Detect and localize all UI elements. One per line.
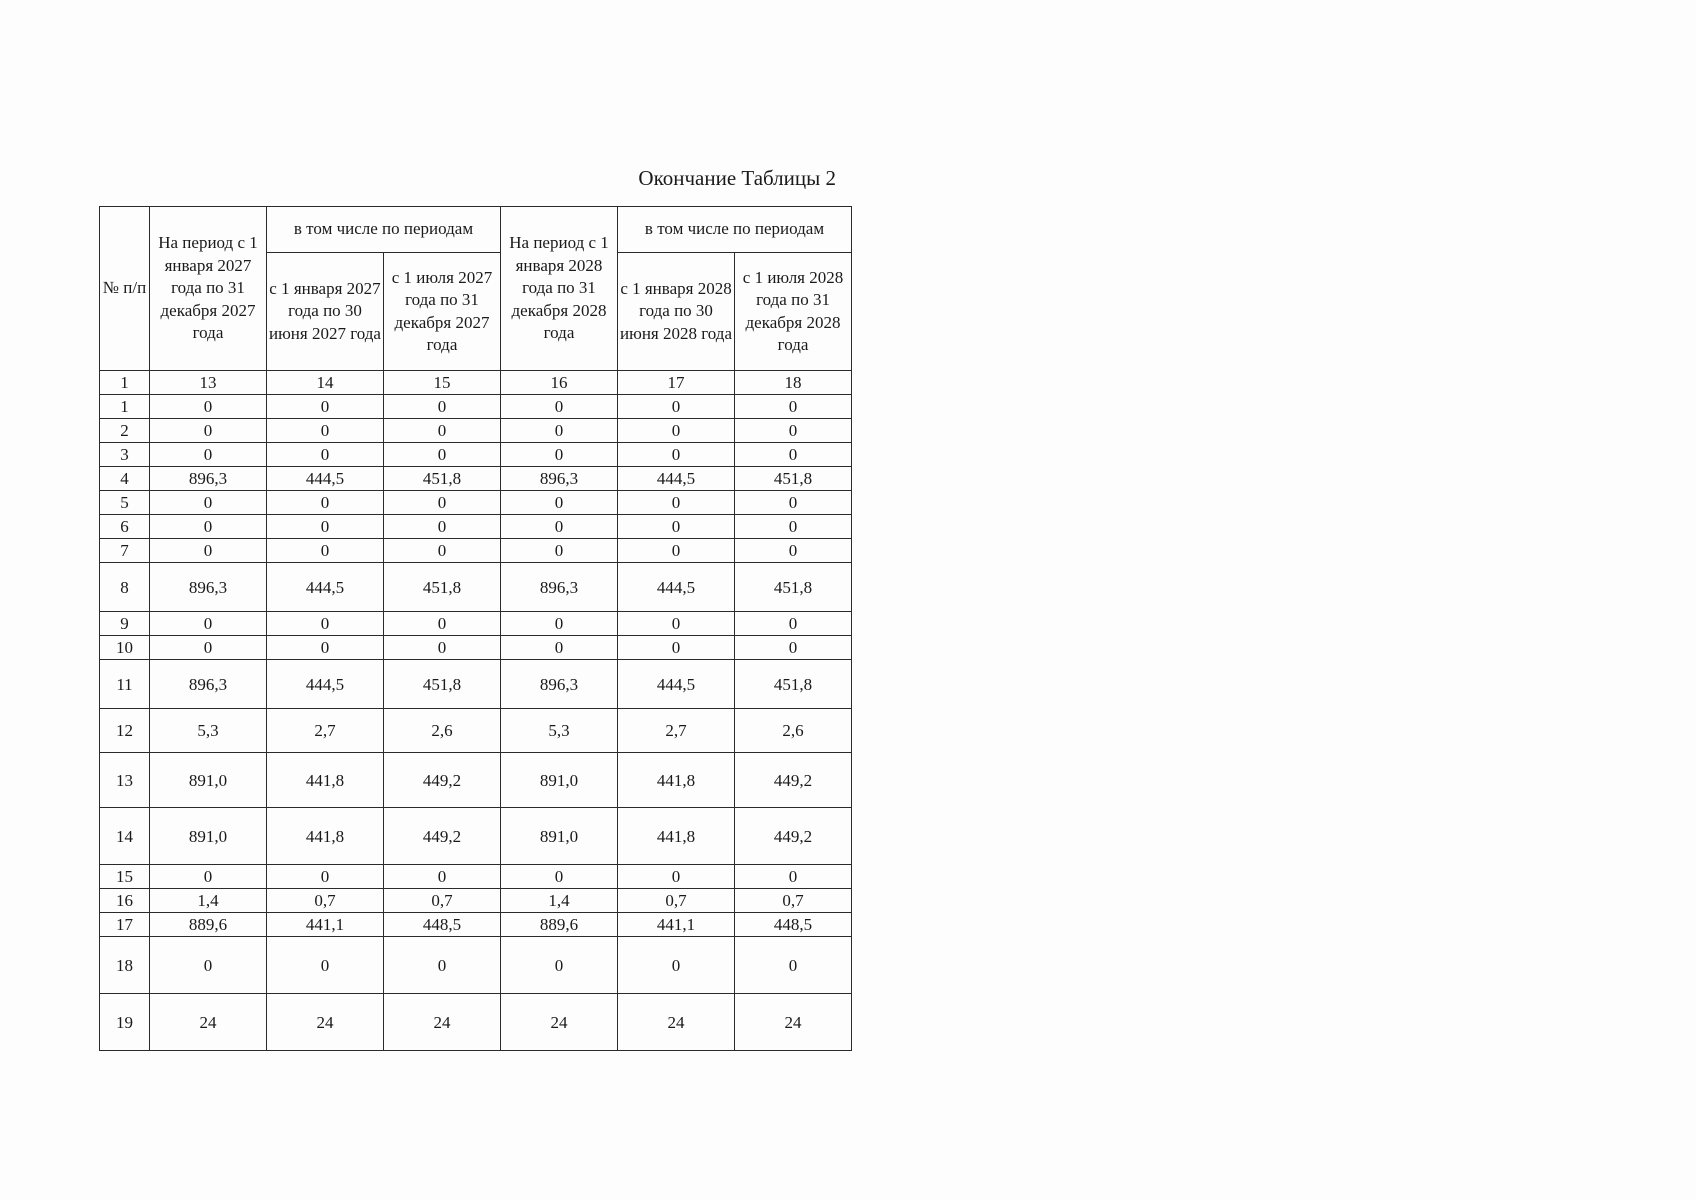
table-cell: 896,3 [150, 467, 267, 491]
table-cell: 2,7 [618, 709, 735, 753]
table-cell: 449,2 [735, 753, 852, 808]
table-cell: 0 [267, 636, 384, 660]
row-number: 14 [100, 808, 150, 865]
table-cell: 0 [150, 865, 267, 889]
table-cell: 0 [618, 443, 735, 467]
table-row [100, 913, 852, 937]
row-number: 3 [100, 443, 150, 467]
table-cell: 896,3 [150, 563, 267, 612]
row-number: 1 [100, 395, 150, 419]
table-cell: 0 [150, 491, 267, 515]
table-cell: 0 [501, 491, 618, 515]
header-first-half-2028: с 1 января 2028 года по 30 июня 2028 года [618, 253, 735, 371]
table-cell: 0 [150, 937, 267, 994]
table-cell: 0 [618, 937, 735, 994]
table-cell: 0 [267, 395, 384, 419]
table-row [100, 865, 852, 889]
header-second-half-2028: с 1 июля 2028 года по 31 декабря 2028 года [735, 253, 852, 371]
table-cell: 1,4 [150, 889, 267, 913]
table-cell: 891,0 [501, 808, 618, 865]
table-row [100, 937, 852, 994]
table-cell: 0 [267, 515, 384, 539]
row-number: 19 [100, 994, 150, 1051]
column-number-row [100, 371, 852, 395]
table-cell: 0 [501, 612, 618, 636]
table-cell: 24 [618, 994, 735, 1051]
table-cell: 24 [150, 994, 267, 1051]
table-cell: 441,1 [267, 913, 384, 937]
table-cell: 451,8 [384, 467, 501, 491]
table-cell: 0 [618, 491, 735, 515]
table-cell: 0 [618, 636, 735, 660]
table-cell: 441,8 [618, 808, 735, 865]
table-cell: 0 [618, 539, 735, 563]
table-cell: 0 [735, 395, 852, 419]
table-cell: 0 [735, 937, 852, 994]
table-cell: 891,0 [501, 753, 618, 808]
table-cell: 896,3 [501, 467, 618, 491]
table-cell: 1,4 [501, 889, 618, 913]
table-row [100, 443, 852, 467]
table-cell: 0 [501, 937, 618, 994]
row-number: 16 [100, 889, 150, 913]
row-number: 8 [100, 563, 150, 612]
column-number: 14 [267, 371, 384, 395]
table-cell: 0 [735, 491, 852, 515]
row-number: 2 [100, 419, 150, 443]
table-cell: 0 [384, 419, 501, 443]
table-row [100, 660, 852, 709]
table-row [100, 889, 852, 913]
table-cell: 444,5 [618, 563, 735, 612]
table-cell: 0 [384, 865, 501, 889]
header-row-number: № п/п [100, 207, 150, 371]
table-cell: 0 [384, 515, 501, 539]
table-cell: 0 [150, 539, 267, 563]
table-cell: 448,5 [735, 913, 852, 937]
table-caption: Окончание Таблицы 2 [638, 166, 836, 190]
table-cell: 0 [384, 612, 501, 636]
row-number: 5 [100, 491, 150, 515]
row-number: 18 [100, 937, 150, 994]
table-cell: 444,5 [267, 660, 384, 709]
table-cell: 449,2 [384, 753, 501, 808]
header-first-half-2027: с 1 января 2027 года по 30 июня 2027 года [267, 253, 384, 371]
table-row [100, 753, 852, 808]
table-cell: 0 [384, 636, 501, 660]
table-cell: 0 [384, 443, 501, 467]
table-cell: 448,5 [384, 913, 501, 937]
table-cell: 24 [735, 994, 852, 1051]
table-cell: 0 [618, 612, 735, 636]
header-group-2028: в том числе по периодам [618, 207, 852, 253]
row-number: 6 [100, 515, 150, 539]
table-cell: 0 [501, 443, 618, 467]
table-cell: 2,7 [267, 709, 384, 753]
table-cell: 0 [618, 515, 735, 539]
table-row [100, 491, 852, 515]
table-row [100, 563, 852, 612]
table-cell: 0 [384, 395, 501, 419]
column-number: 18 [735, 371, 852, 395]
table-cell: 451,8 [384, 660, 501, 709]
table-cell: 0 [384, 491, 501, 515]
row-number: 11 [100, 660, 150, 709]
table-cell: 891,0 [150, 753, 267, 808]
table-cell: 896,3 [501, 563, 618, 612]
table-cell: 891,0 [150, 808, 267, 865]
table-cell: 444,5 [618, 660, 735, 709]
table-cell: 0 [501, 419, 618, 443]
table-cell: 449,2 [735, 808, 852, 865]
table-cell: 896,3 [150, 660, 267, 709]
row-number: 10 [100, 636, 150, 660]
table-cell: 444,5 [267, 467, 384, 491]
table-cell: 5,3 [501, 709, 618, 753]
table-row [100, 636, 852, 660]
table-cell: 896,3 [501, 660, 618, 709]
table-row [100, 808, 852, 865]
table-cell: 0 [618, 865, 735, 889]
table-cell: 0 [735, 443, 852, 467]
table-row [100, 515, 852, 539]
table-cell: 0 [384, 937, 501, 994]
table-cell: 444,5 [267, 563, 384, 612]
table-cell: 0 [267, 491, 384, 515]
table-row [100, 709, 852, 753]
table-row [100, 395, 852, 419]
table-cell: 451,8 [735, 467, 852, 491]
table-cell: 0,7 [267, 889, 384, 913]
table-cell: 451,8 [384, 563, 501, 612]
table-cell: 0 [384, 539, 501, 563]
table-cell: 0 [735, 865, 852, 889]
header-second-half-2027: с 1 июля 2027 года по 31 декабря 2027 года [384, 253, 501, 371]
table-cell: 24 [384, 994, 501, 1051]
table-cell: 0 [735, 539, 852, 563]
row-number: 17 [100, 913, 150, 937]
table-cell: 0 [501, 395, 618, 419]
table-cell: 0 [267, 612, 384, 636]
table-cell: 0,7 [735, 889, 852, 913]
row-number: 12 [100, 709, 150, 753]
table-body [100, 395, 852, 1051]
row-number: 4 [100, 467, 150, 491]
table-row [100, 419, 852, 443]
table-cell: 444,5 [618, 467, 735, 491]
table-cell: 0 [735, 636, 852, 660]
table-cell: 0 [501, 636, 618, 660]
table-cell: 441,1 [618, 913, 735, 937]
table-cell: 0,7 [384, 889, 501, 913]
table-cell: 24 [501, 994, 618, 1051]
table-cell: 0 [501, 539, 618, 563]
table-cell: 0 [735, 419, 852, 443]
data-table [99, 206, 852, 1051]
table-cell: 449,2 [384, 808, 501, 865]
table-row [100, 994, 852, 1051]
table-cell: 0 [735, 612, 852, 636]
table-row [100, 467, 852, 491]
table-cell: 441,8 [267, 808, 384, 865]
table-row [100, 539, 852, 563]
column-number: 15 [384, 371, 501, 395]
table-cell: 0 [618, 419, 735, 443]
table-cell: 0 [150, 636, 267, 660]
column-number: 17 [618, 371, 735, 395]
table-cell: 0 [267, 419, 384, 443]
row-number: 15 [100, 865, 150, 889]
table-cell: 441,8 [618, 753, 735, 808]
column-number: 13 [150, 371, 267, 395]
table-cell: 0 [267, 443, 384, 467]
table-cell: 0 [150, 612, 267, 636]
header-group-2027: в том числе по периодам [267, 207, 501, 253]
table-cell: 0 [150, 515, 267, 539]
header-period-2027: На период с 1 января 2027 года по 31 декабря 2027 года [150, 207, 267, 371]
table-cell: 889,6 [150, 913, 267, 937]
table-cell: 0 [150, 443, 267, 467]
table-cell: 889,6 [501, 913, 618, 937]
header-period-2028: На период с 1 января 2028 года по 31 декабря 2028 года [501, 207, 618, 371]
table-cell: 5,3 [150, 709, 267, 753]
table-cell: 0 [618, 395, 735, 419]
table-cell: 0 [501, 865, 618, 889]
table-cell: 0 [267, 539, 384, 563]
table-cell: 0 [267, 865, 384, 889]
table-row [100, 612, 852, 636]
row-number: 13 [100, 753, 150, 808]
table-cell: 441,8 [267, 753, 384, 808]
column-number: 16 [501, 371, 618, 395]
table-cell: 0 [267, 937, 384, 994]
table-cell: 451,8 [735, 660, 852, 709]
row-number: 7 [100, 539, 150, 563]
table-cell: 24 [267, 994, 384, 1051]
table-cell: 2,6 [735, 709, 852, 753]
table-cell: 0 [735, 515, 852, 539]
table-cell: 0 [150, 419, 267, 443]
column-number: 1 [100, 371, 150, 395]
table-cell: 0 [150, 395, 267, 419]
row-number: 9 [100, 612, 150, 636]
table-cell: 0 [501, 515, 618, 539]
table-cell: 2,6 [384, 709, 501, 753]
table-cell: 451,8 [735, 563, 852, 612]
table-cell: 0,7 [618, 889, 735, 913]
